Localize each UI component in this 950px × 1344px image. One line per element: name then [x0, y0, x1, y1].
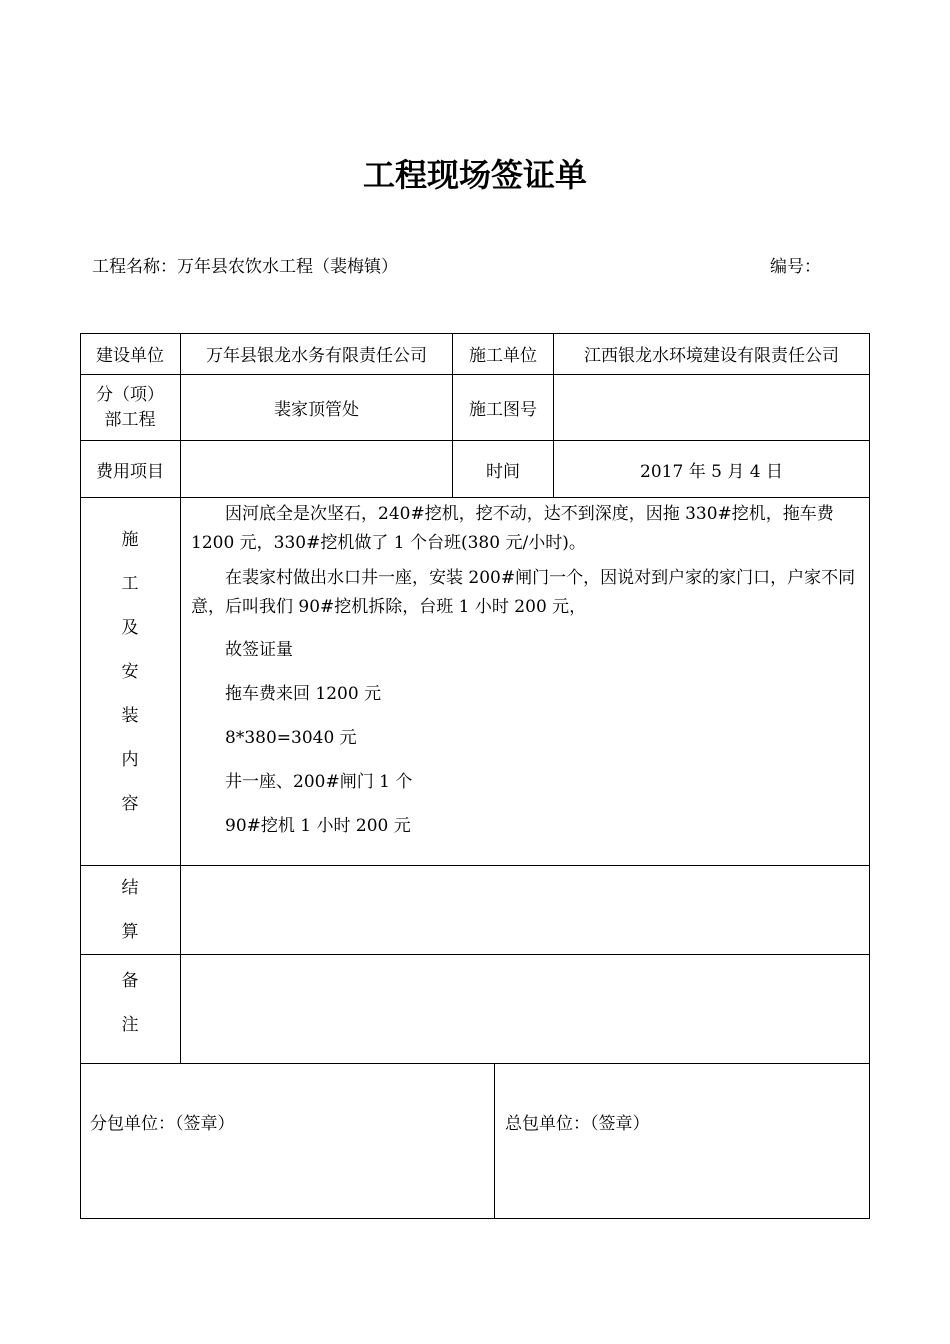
remarks-label-char: 注: [121, 1015, 139, 1035]
content-label-char: 安: [121, 662, 139, 682]
content-label: [80, 498, 181, 866]
cost-value: [181, 441, 453, 498]
content-body: [181, 498, 870, 866]
content-label-char: 装: [121, 706, 139, 726]
sub-contractor-sign: 分包单位：（签章）: [80, 1064, 495, 1219]
document-title: 工程现场签证单: [362, 156, 587, 194]
owner-label: 建设单位: [80, 333, 181, 375]
content-line: 8*380=3040 元: [225, 728, 357, 748]
general-contractor-sign: 总包单位：（签章）: [495, 1064, 870, 1219]
settlement-label-char: 结: [121, 878, 139, 898]
remarks-label-char: 备: [121, 971, 139, 991]
drawing-value: [554, 375, 870, 441]
time-label: 时间: [453, 441, 554, 498]
subproject-label-line1: 分（项）: [96, 384, 164, 405]
content-paragraph: 在裴家村做出水口井一座，安装 200#闸门一个，因说对到户家的家门口，户家不同意，后叫我们 90#挖机拆除，台班 1 小时 200 元，: [191, 568, 856, 617]
project-name: 工程名称：万年县农饮水工程（裴梅镇）: [92, 257, 398, 277]
content-label-char: 容: [121, 794, 139, 814]
subproject-label: [80, 375, 181, 441]
content-label-char: 施: [121, 530, 139, 550]
subproject-label-line2: 部工程: [104, 409, 156, 430]
drawing-label: 施工图号: [453, 375, 554, 441]
subproject-value: 裴家顶管处: [181, 375, 453, 441]
content-line: 拖车费来回 1200 元: [225, 684, 382, 704]
settlement-label: [80, 866, 181, 955]
content-line: 故签证量: [225, 640, 293, 660]
settlement-label-char: 算: [121, 922, 139, 942]
content-line: 90#挖机 1 小时 200 元: [225, 816, 411, 836]
document-number: 编号：: [770, 257, 821, 277]
remarks-value: [181, 955, 870, 1064]
content-label-char: 工: [121, 574, 139, 594]
contractor-value: 江西银龙水环境建设有限责任公司: [554, 333, 870, 375]
remarks-label: [80, 955, 181, 1064]
cost-label: 费用项目: [80, 441, 181, 498]
content-label-char: 及: [121, 618, 139, 638]
visa-form-table: [80, 333, 870, 1219]
owner-value: 万年县银龙水务有限责任公司: [181, 333, 453, 375]
content-line: 井一座、200#闸门 1 个: [225, 772, 413, 792]
settlement-value: [181, 866, 870, 955]
contractor-label: 施工单位: [453, 333, 554, 375]
content-paragraph: 因河底全是次坚石，240#挖机，挖不动，达不到深度，因拖 330#挖机，拖车费 1200 元，330#挖机做了 1 个台班(380 元/小时)。: [191, 504, 834, 553]
content-label-char: 内: [121, 750, 139, 770]
time-value: 2017 年 5 月 4 日: [554, 441, 870, 498]
